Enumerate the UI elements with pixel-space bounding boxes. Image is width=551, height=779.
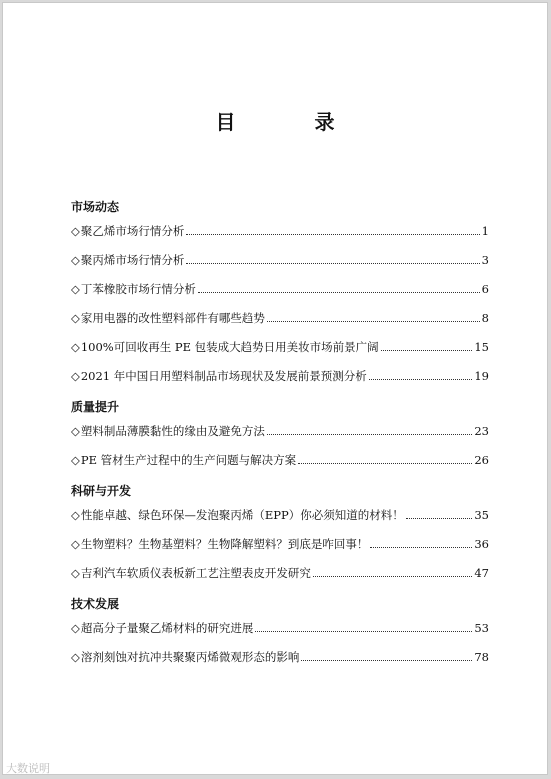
diamond-bullet-icon: ◇ xyxy=(71,537,80,551)
watermark: 大数说明 xyxy=(6,762,50,775)
toc-entry[interactable] xyxy=(71,304,489,333)
toc-entry-title: 聚丙烯市场行情分析 xyxy=(80,253,185,267)
dot-leader xyxy=(267,434,473,435)
dot-leader xyxy=(186,234,479,235)
dot-leader xyxy=(267,321,480,322)
dot-leader xyxy=(255,631,472,632)
diamond-bullet-icon: ◇ xyxy=(71,253,80,267)
page-title: 目 录 xyxy=(215,110,371,134)
toc-entry-page: 78 xyxy=(474,650,489,664)
toc-entry-page: 53 xyxy=(474,621,489,635)
toc-entry-title: 吉利汽车软质仪表板新工艺注塑表皮开发研究 xyxy=(80,566,311,580)
toc-entry-title: 塑料制品薄膜黏性的缘由及避免方法 xyxy=(80,424,265,438)
section-heading-market: 市场动态 xyxy=(71,200,120,214)
diamond-bullet-icon: ◇ xyxy=(71,369,80,383)
toc-entry[interactable] xyxy=(71,275,489,304)
toc-entry-page: 6 xyxy=(481,282,489,296)
toc-entry-page: 19 xyxy=(474,369,489,383)
toc-entry-page: 3 xyxy=(481,253,489,267)
table-of-contents xyxy=(71,197,489,672)
toc-entry-title: 聚乙烯市场行情分析 xyxy=(80,224,185,238)
diamond-bullet-icon: ◇ xyxy=(71,424,80,438)
toc-entry-page: 26 xyxy=(474,453,489,467)
toc-entry[interactable] xyxy=(71,417,489,446)
toc-entry-page: 15 xyxy=(474,340,489,354)
toc-entry-title: PE 管材生产过程中的生产问题与解决方案 xyxy=(80,453,297,467)
diamond-bullet-icon: ◇ xyxy=(71,224,80,238)
toc-entry[interactable] xyxy=(71,333,489,362)
toc-entry[interactable] xyxy=(71,446,489,475)
toc-entry[interactable] xyxy=(71,217,489,246)
toc-entry-title: 100%可回收再生 PE 包装成大趋势日用美妆市场前景广阔 xyxy=(80,340,379,354)
diamond-bullet-icon: ◇ xyxy=(71,340,80,354)
toc-entry-title: 丁苯橡胶市场行情分析 xyxy=(80,282,196,296)
dot-leader xyxy=(186,263,479,264)
toc-entry-title: 溶剂刻蚀对抗冲共聚聚丙烯微观形态的影响 xyxy=(80,650,300,664)
toc-entry-page: 35 xyxy=(474,508,489,522)
dot-leader xyxy=(370,547,472,548)
toc-entry[interactable] xyxy=(71,643,489,672)
dot-leader xyxy=(198,292,480,293)
diamond-bullet-icon: ◇ xyxy=(71,508,80,522)
dot-leader xyxy=(298,463,472,464)
toc-entry-title: 超高分子量聚乙烯材料的研究进展 xyxy=(80,621,254,635)
dot-leader xyxy=(381,350,473,351)
diamond-bullet-icon: ◇ xyxy=(71,311,80,325)
toc-entry-page: 1 xyxy=(481,224,489,238)
toc-entry[interactable] xyxy=(71,614,489,643)
dot-leader xyxy=(313,576,473,577)
toc-entry-title: 2021 年中国日用塑料制品市场现状及发展前景预测分析 xyxy=(80,369,367,383)
toc-entry-title: 生物塑料？生物基塑料？生物降解塑料？到底是咋回事！ xyxy=(80,537,369,551)
diamond-bullet-icon: ◇ xyxy=(71,453,80,467)
toc-entry[interactable] xyxy=(71,362,489,391)
diamond-bullet-icon: ◇ xyxy=(71,650,80,664)
toc-entry-title: 性能卓越、绿色环保—发泡聚丙烯（EPP）你必须知道的材料！ xyxy=(80,508,404,522)
toc-entry[interactable] xyxy=(71,246,489,275)
section-heading-tech: 技术发展 xyxy=(71,597,120,611)
diamond-bullet-icon: ◇ xyxy=(71,282,80,296)
toc-entry-title: 家用电器的改性塑料部件有哪些趋势 xyxy=(80,311,265,325)
toc-entry-page: 36 xyxy=(474,537,489,551)
toc-entry[interactable] xyxy=(71,559,489,588)
document-page xyxy=(2,2,548,775)
toc-entry[interactable] xyxy=(71,501,489,530)
section-heading-research: 科研与开发 xyxy=(71,484,132,498)
toc-entry-page: 8 xyxy=(481,311,489,325)
section-heading-quality: 质量提升 xyxy=(71,400,120,414)
toc-entry[interactable] xyxy=(71,530,489,559)
toc-entry-page: 47 xyxy=(474,566,489,580)
diamond-bullet-icon: ◇ xyxy=(71,621,80,635)
toc-entry-page: 23 xyxy=(474,424,489,438)
dot-leader xyxy=(369,379,473,380)
diamond-bullet-icon: ◇ xyxy=(71,566,80,580)
dot-leader xyxy=(301,660,472,661)
dot-leader xyxy=(406,518,473,519)
